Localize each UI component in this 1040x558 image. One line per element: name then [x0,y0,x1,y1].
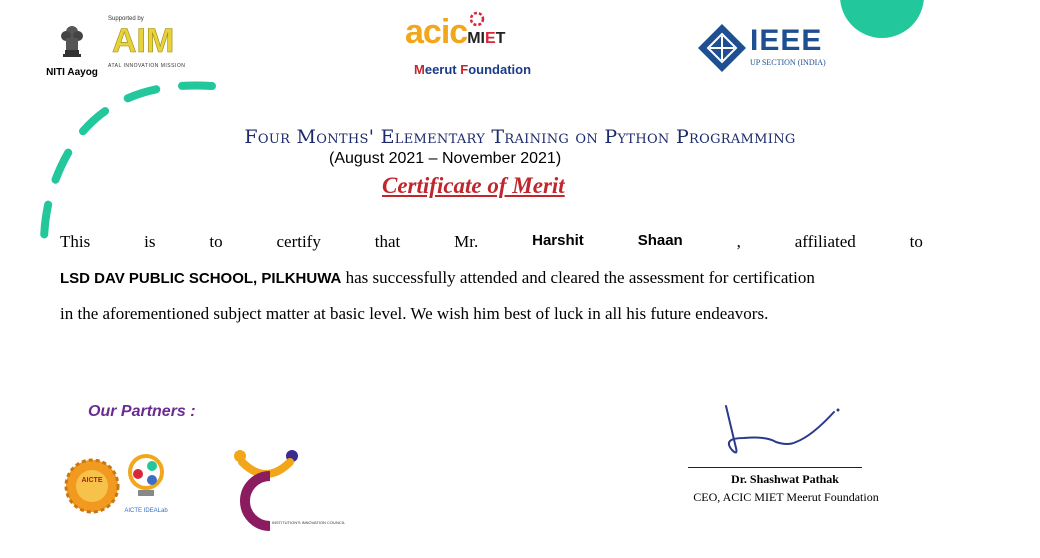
aim-wordmark-icon [108,22,204,60]
aicte-idealab-logo-icon [124,452,168,524]
aicte-logo-icon [64,458,120,514]
decorative-teal-circle [840,0,924,38]
aicte-logo-text: AICTE [81,477,103,484]
aim-subtitle: ATAL INNOVATION MISSION [108,63,186,69]
partners-label: Our Partners : [88,403,196,420]
line-2-rest: has successfully attended and cleared the assessment for certification [341,268,815,287]
word-that: that [374,232,401,251]
aim-supported-by: Supported by [108,16,144,22]
acic-wordmark: acic [405,13,468,51]
certificate-line-1 [60,232,923,252]
school-name: LSD DAV PUBLIC SCHOOL, PILKHUWA [60,270,342,287]
signer-name: Dr. Shashwat Pathak [731,472,839,486]
training-title: Four Months' Elementary Training on Python Programming [244,126,796,148]
meerut-foundation-label: Meerut Foundation [414,62,532,77]
word-affiliated: affiliated [794,232,856,251]
recipient-first-name: Harshit [532,232,584,249]
word-comma: , [736,232,741,251]
idealab-text: AICTE IDEALab [124,508,168,514]
word-certify: certify [276,232,321,251]
certificate-heading: Certificate of Merit [382,173,565,198]
acic-miet-wordmark: MIET [467,30,506,47]
word-to-2: to [909,232,923,251]
signature-line [688,467,862,468]
bulb-gear-icon [468,10,486,28]
recipient-last-name: Shaan [637,232,683,249]
training-date-range: (August 2021 – November 2021) [329,150,562,167]
ieee-section-label: UP SECTION (INDIA) [750,58,826,67]
word-to: to [209,232,223,251]
niti-aayog-label: NITI Aayog [46,67,98,78]
handwritten-signature [716,398,846,468]
word-this: This [60,232,91,251]
word-is: is [144,232,156,251]
ieee-wordmark: IEEE [750,24,823,57]
national-emblem-icon [57,20,87,60]
aim-logo [108,16,208,69]
iic-logo-icon [230,446,346,532]
aim-wordmark: AIM [112,22,175,60]
iic-text: INSTITUTION'S INNOVATION COUNCIL [272,520,346,525]
word-mr: Mr. [454,232,479,251]
signer-title: CEO, ACIC MIET Meerut Foundation [693,490,879,504]
niti-aayog-logo [40,20,104,78]
certificate-line-3: in the aforementioned subject matter at basic level. We wish him best of luck in all his future endeavors. [60,304,769,323]
ieee-diamond-icon [696,22,748,74]
certificate-line-2 [60,268,923,288]
